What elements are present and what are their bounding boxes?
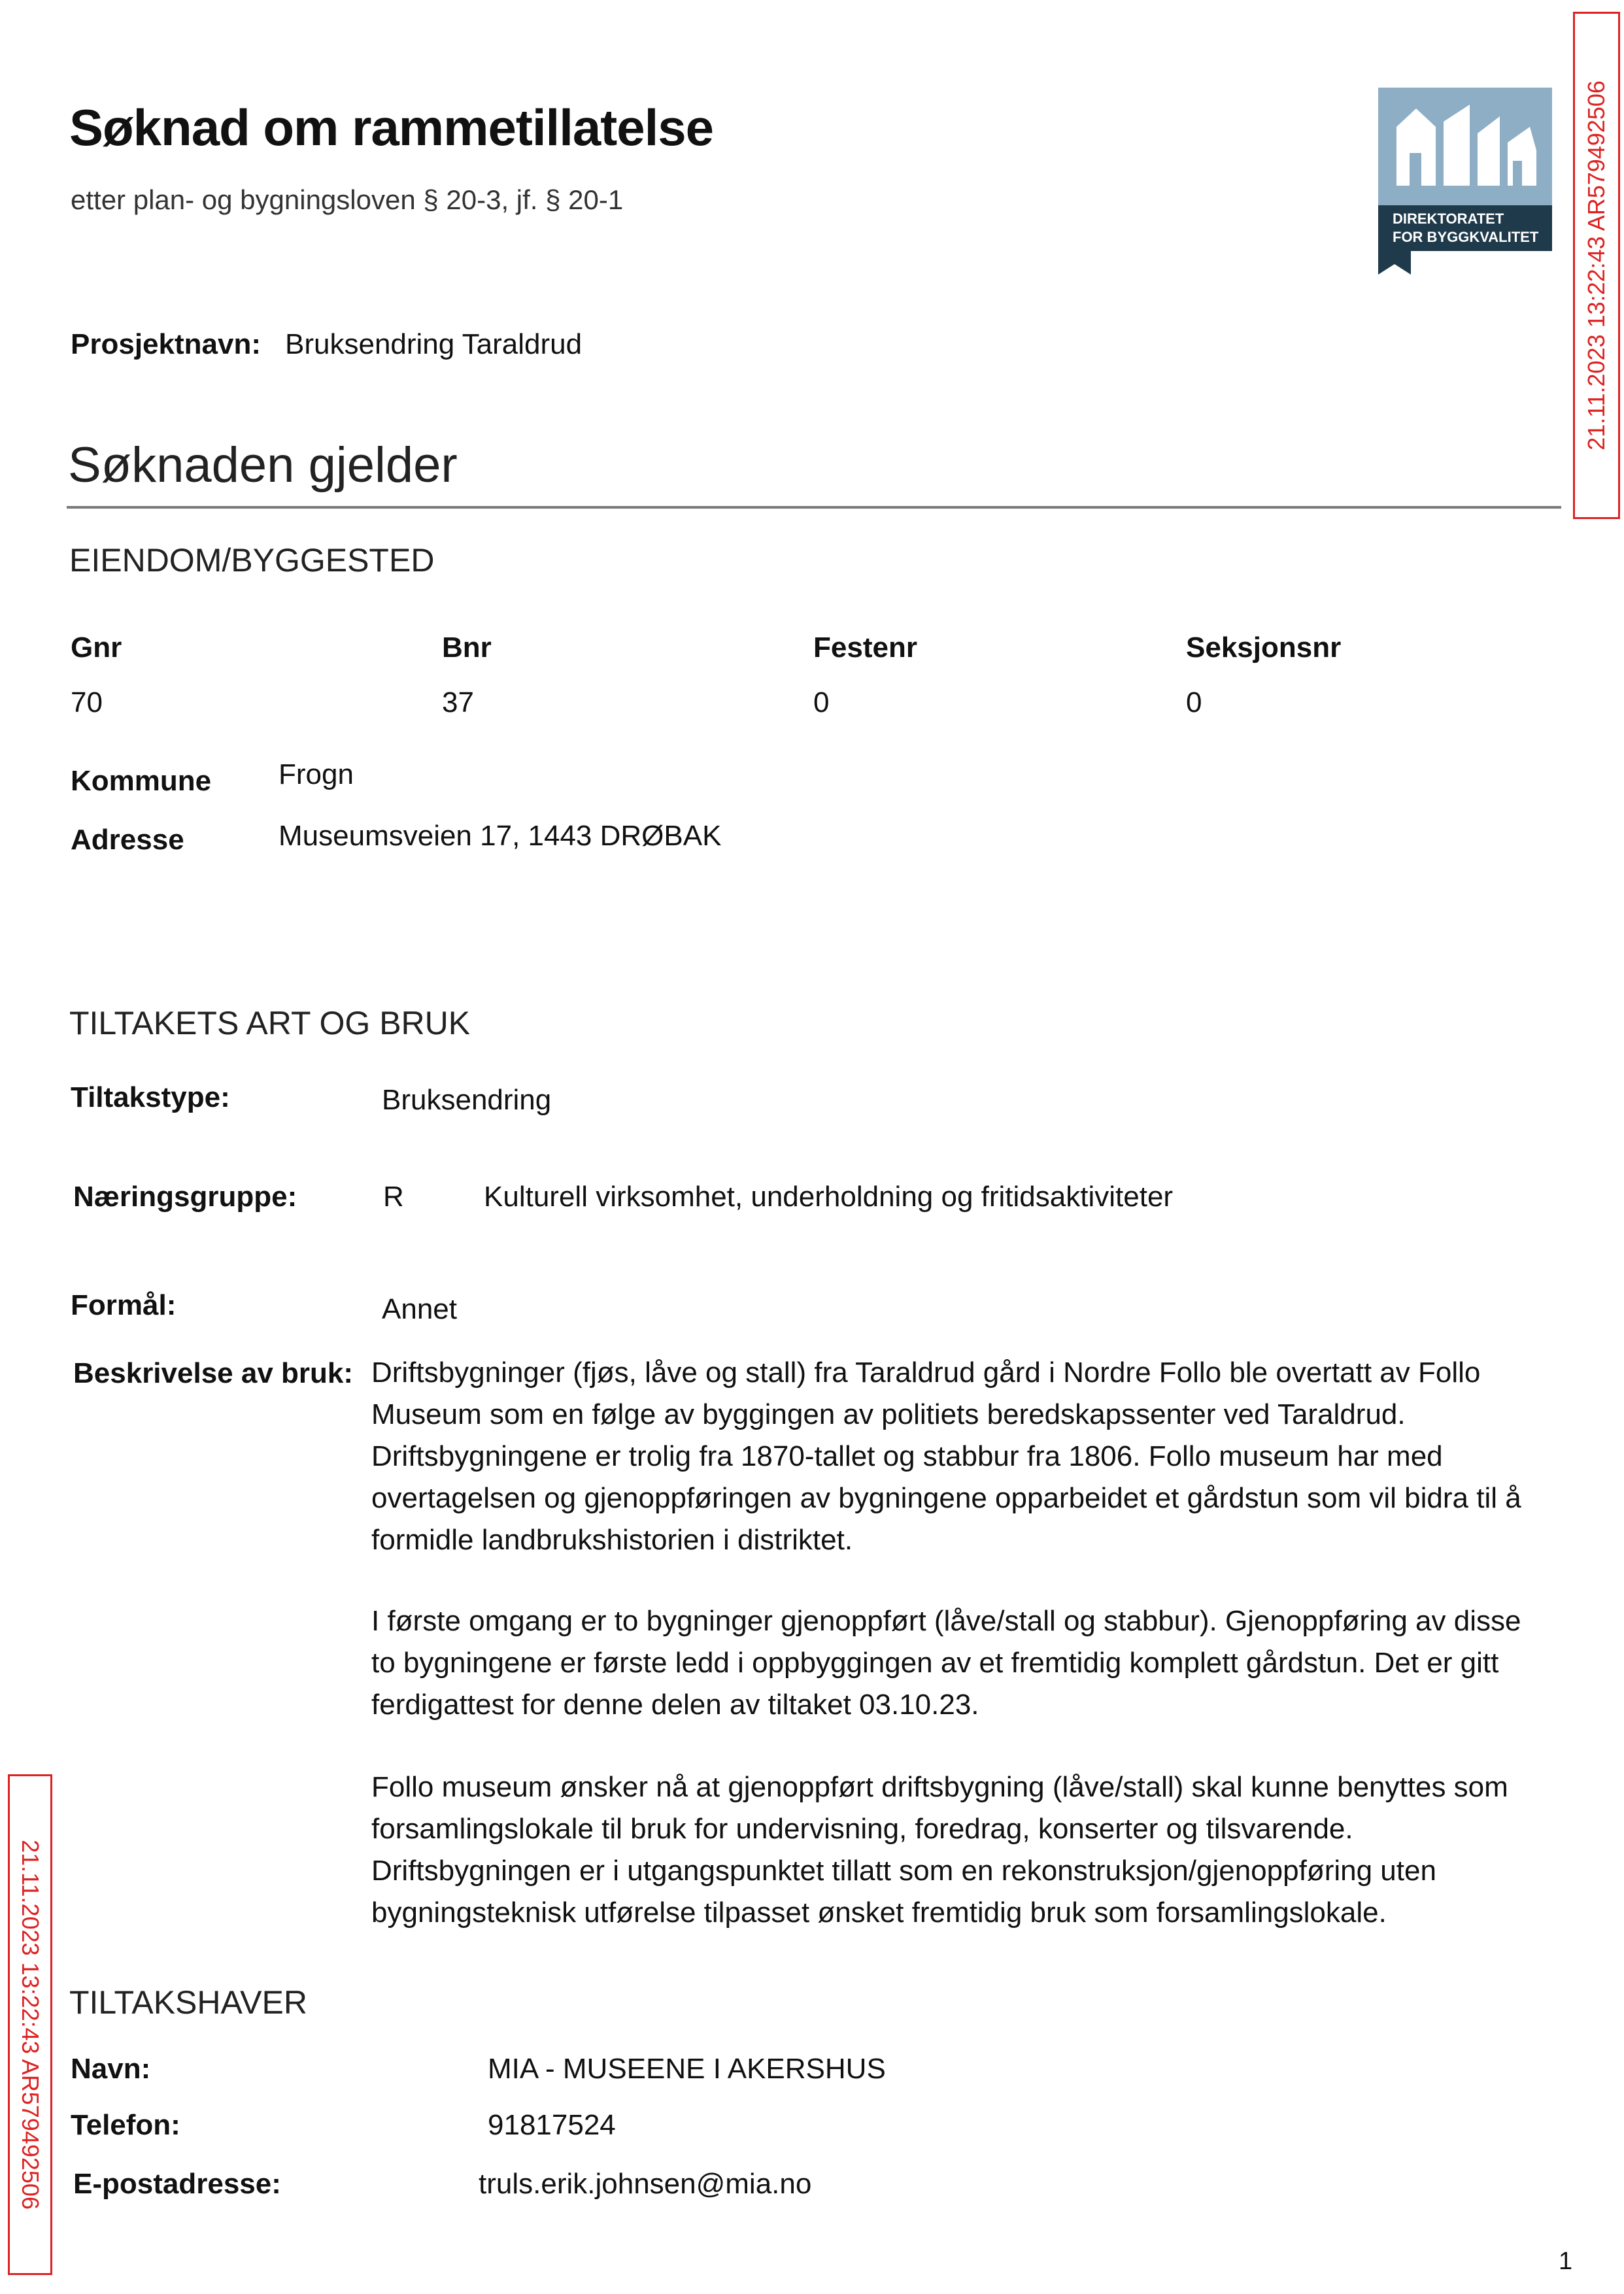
seksjonsnr-value: 0 [1186, 686, 1202, 718]
stamp-text: 21.11.2023 13:22:43 AR579492506 [17, 1840, 44, 2210]
adresse-value: Museumsveien 17, 1443 DRØBAK [279, 820, 722, 852]
naeringsgruppe-code: R [383, 1181, 404, 1213]
beskrivelse-paragraph: I første omgang er to bygninger gjenoppført (låve/stall og stabbur). Gjenoppføring av disse to bygningene er første ledd i oppbyggingen av et fremtidig komplett gårdstun. Det er gitt ferdigattest for denne delen av tiltaket 03.10.23. [371, 1605, 1521, 1721]
section-title: Søknaden gjelder [68, 437, 458, 493]
tiltak-heading: TILTAKETS ART OG BRUK [69, 1005, 471, 1041]
bnr-label: Bnr [442, 632, 492, 664]
document-subtitle: etter plan- og bygningsloven § 20-3, jf. § 20-1 [71, 184, 624, 215]
navn-value: MIA - MUSEENE I AKERSHUS [488, 2053, 886, 2085]
festenr-value: 0 [813, 686, 830, 718]
kommune-label: Kommune [71, 765, 212, 797]
formal-label: Formål: [71, 1289, 177, 1321]
section-divider [67, 506, 1561, 509]
adresse-label: Adresse [71, 824, 184, 856]
project-name-value: Bruksendring Taraldrud [285, 328, 583, 360]
gnr-label: Gnr [71, 632, 122, 664]
tiltakstype-value: Bruksendring [382, 1084, 552, 1116]
beskrivelse-label: Beskrivelse av bruk: [73, 1357, 354, 1389]
telefon-value: 91817524 [488, 2109, 616, 2141]
property-heading: EIENDOM/BYGGESTED [69, 542, 435, 579]
gnr-value: 70 [71, 686, 103, 718]
beskrivelse-paragraph: Follo museum ønsker nå at gjenoppført driftsbygning (låve/stall) skal kunne benyttes som forsamlingslokale til bruk for undervisning, foredrag, konserter og tilsvarende. Driftsbygningen er i utgangspunktet tillatt som en rekonstruksjon/gjenoppføring uten bygningsteknisk utførelse tilpasset ønsket fremtidig bruk som forsamlingslokale. [371, 1771, 1508, 1929]
naeringsgruppe-value: Kulturell virksomhet, underholdning og fritidsaktiviteter [484, 1181, 1174, 1213]
svg-text:FOR BYGGKVALITET: FOR BYGGKVALITET [1393, 229, 1539, 245]
svg-text:DIREKTORATET: DIREKTORATET [1393, 211, 1504, 227]
project-name-label: Prosjektnavn: [71, 328, 261, 360]
navn-label: Navn: [71, 2053, 151, 2085]
epost-label: E-postadresse: [73, 2168, 281, 2200]
festenr-label: Festenr [813, 632, 917, 664]
bnr-value: 37 [442, 686, 474, 718]
tiltakshaver-heading: TILTAKSHAVER [69, 1984, 307, 2021]
kommune-value: Frogn [279, 758, 354, 790]
tiltakstype-label: Tiltakstype: [71, 1081, 230, 1113]
page-number: 1 [1559, 2248, 1573, 2275]
formal-value: Annet [382, 1293, 457, 1325]
naeringsgruppe-label: Næringsgruppe: [73, 1181, 297, 1213]
archive-stamp-top [1573, 12, 1620, 519]
stamp-text: 21.11.2023 13:22:43 AR579492506 [1583, 80, 1610, 450]
beskrivelse-paragraph: Driftsbygninger (fjøs, låve og stall) fra Taraldrud gård i Nordre Follo ble overtatt av Follo Museum som en følge av byggingen av politiets beredskapssenter ved Taraldrud. Driftsbygningene er trolig fra 1870-tallet og stabbur fra 1806. Follo museum har med overtagelsen og gjenoppføringen av bygningene opparbeidet et gårdstun som vil bidra til å formidle landbrukshistorien i distriktet. [371, 1357, 1521, 1556]
document-title: Søknad om rammetillatelse [69, 99, 714, 156]
telefon-label: Telefon: [71, 2109, 180, 2141]
archive-stamp-bottom [8, 1774, 52, 2275]
epost-value: truls.erik.johnsen@mia.no [479, 2168, 812, 2200]
seksjonsnr-label: Seksjonsnr [1186, 632, 1342, 664]
dibk-logo [1378, 88, 1552, 275]
